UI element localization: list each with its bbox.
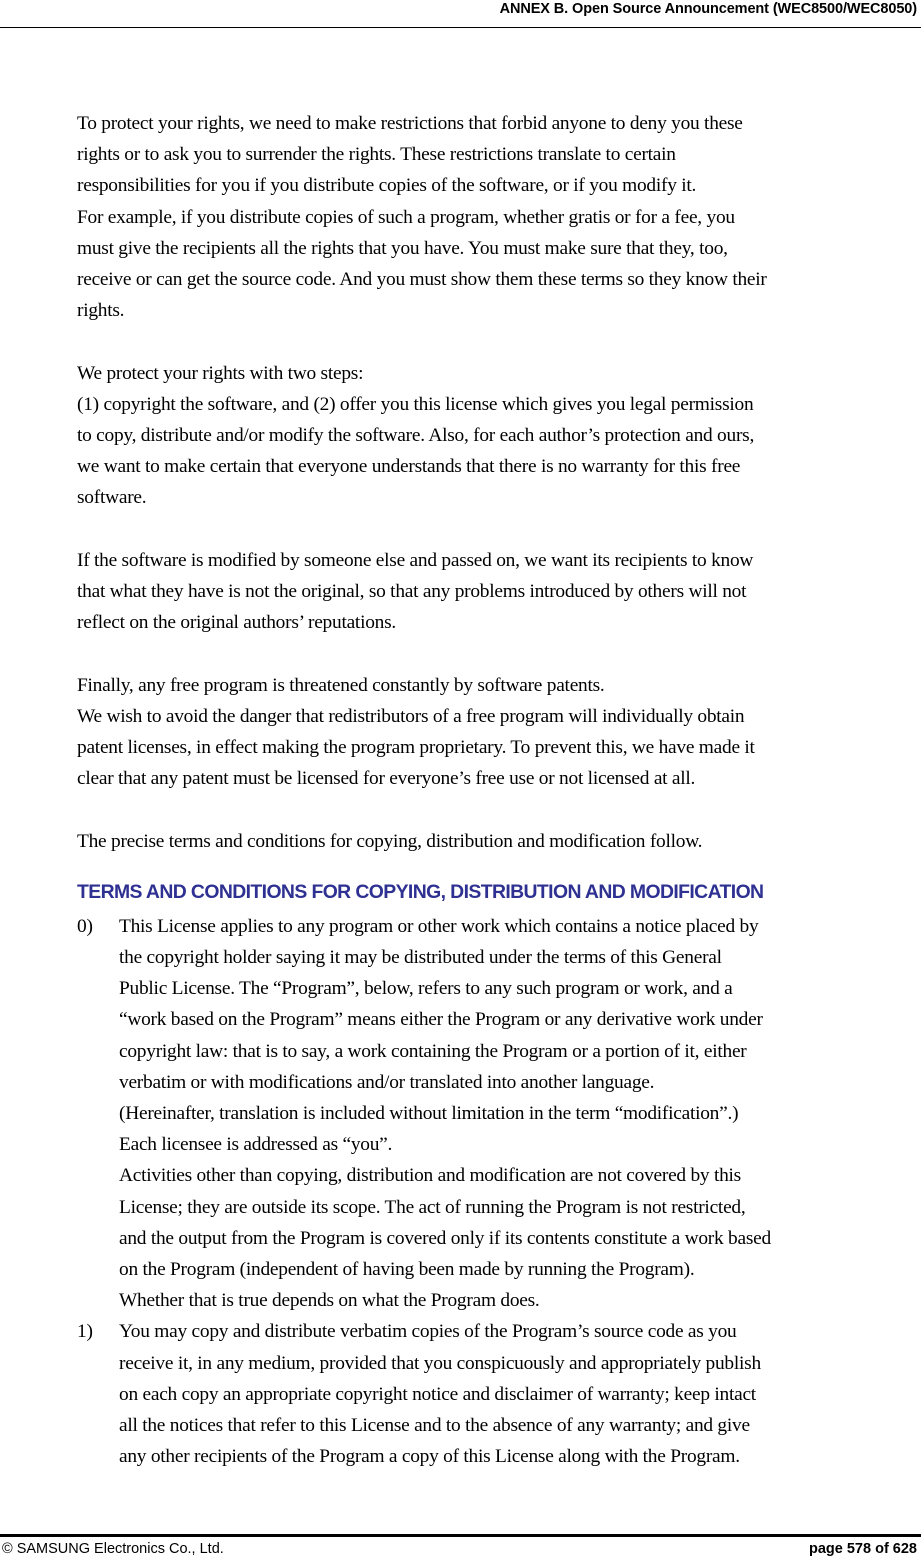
text-line: rights or to ask you to surrender the rights. These restrictions translate to certain <box>77 144 676 166</box>
paragraph-patents <box>77 670 921 795</box>
item-number: 1) <box>77 1321 93 1343</box>
text-line: Each licensee is addressed as “you”. <box>119 1134 393 1156</box>
paragraph-gap <box>77 638 921 669</box>
text-line: receive it, in any medium, provided that you conspicuously and appropriately publish <box>119 1352 761 1374</box>
terms-item-1 <box>77 1316 921 1472</box>
text-line: License; they are outside its scope. The act of running the Program is not restricted, <box>119 1196 746 1218</box>
text-line: “work based on the Program” means either the Program or any derivative work under <box>119 1009 763 1031</box>
paragraph-protect-rights <box>77 108 921 326</box>
text-line: Whether that is true depends on what the Program does. <box>119 1290 540 1312</box>
text-line: (1) copyright the software, and (2) offer you this license which gives you legal permission <box>77 393 754 415</box>
text-line: The precise terms and conditions for copying, distribution and modification follow. <box>77 830 703 852</box>
text-line: on the Program (independent of having been made by running the Program). <box>119 1259 695 1281</box>
text-line: receive or can get the source code. And you must show them these terms so they know their <box>77 269 767 291</box>
paragraph-gap <box>77 514 921 545</box>
text-line: If the software is modified by someone else and passed on, we want its recipients to know <box>77 549 754 571</box>
paragraph-gap <box>77 326 921 357</box>
text-line: You may copy and distribute verbatim copies of the Program’s source code as you <box>119 1321 737 1343</box>
page-content <box>77 108 921 1472</box>
paragraph-two-steps <box>77 358 921 514</box>
paragraph-modified-software <box>77 545 921 639</box>
text-line: software. <box>77 487 147 509</box>
text-line: rights. <box>77 300 125 322</box>
header-divider <box>0 27 921 28</box>
text-line: verbatim or with modifications and/or translated into another language. <box>119 1071 655 1093</box>
footer-page-number: page 578 of 628 <box>809 1541 917 1557</box>
paragraph-terms-follow <box>77 826 921 857</box>
text-line: This License applies to any program or other work which contains a notice placed by <box>119 915 759 937</box>
footer-copyright: © SAMSUNG Electronics Co., Ltd. <box>2 1541 224 1557</box>
document-header-title: ANNEX B. Open Source Announcement (WEC8500/WEC8050) <box>499 1 917 17</box>
text-line: Finally, any free program is threatened constantly by software patents. <box>77 674 605 696</box>
text-line: clear that any patent must be licensed for everyone’s free use or not licensed at all. <box>77 768 696 790</box>
terms-item-0 <box>77 911 921 1317</box>
text-line: that what they have is not the original, so that any problems introduced by others will not <box>77 581 747 603</box>
text-line: copyright law: that is to say, a work containing the Program or a portion of it, either <box>119 1040 747 1062</box>
text-line: We protect your rights with two steps: <box>77 362 364 384</box>
text-line: Activities other than copying, distribution and modification are not covered by this <box>119 1165 741 1187</box>
text-line: must give the recipients all the rights that you have. You must make sure that they, too, <box>77 237 728 259</box>
text-line: To protect your rights, we need to make restrictions that forbid anyone to deny you these <box>77 113 743 134</box>
text-line: Public License. The “Program”, below, refers to any such program or work, and a <box>119 978 733 1000</box>
text-line: all the notices that refer to this License and to the absence of any warranty; and give <box>119 1415 750 1437</box>
text-line: to copy, distribute and/or modify the software. Also, for each author’s protection and ours, <box>77 425 755 447</box>
text-line: responsibilities for you if you distribute copies of the software, or if you modify it. <box>77 175 697 197</box>
text-line: patent licenses, in effect making the program proprietary. To prevent this, we have made it <box>77 737 755 759</box>
text-line: (Hereinafter, translation is included without limitation in the term “modification”.) <box>119 1103 739 1125</box>
text-line: the copyright holder saying it may be distributed under the terms of this General <box>119 947 722 969</box>
section-heading-terms: TERMS AND CONDITIONS FOR COPYING, DISTRIBUTION AND MODIFICATION <box>77 880 764 903</box>
text-line: and the output from the Program is covered only if its contents constitute a work based <box>119 1227 771 1249</box>
text-line: reflect on the original authors’ reputations. <box>77 612 396 634</box>
text-line: For example, if you distribute copies of such a program, whether gratis or for a fee, you <box>77 206 735 228</box>
footer-divider <box>0 1534 921 1537</box>
paragraph-gap <box>77 794 921 825</box>
item-number: 0) <box>77 915 93 937</box>
text-line: on each copy an appropriate copyright notice and disclaimer of warranty; keep intact <box>119 1383 756 1405</box>
text-line: We wish to avoid the danger that redistributors of a free program will individually obtain <box>77 705 745 727</box>
text-line: we want to make certain that everyone understands that there is no warranty for this free <box>77 456 741 478</box>
text-line: any other recipients of the Program a copy of this License along with the Program. <box>119 1446 740 1468</box>
